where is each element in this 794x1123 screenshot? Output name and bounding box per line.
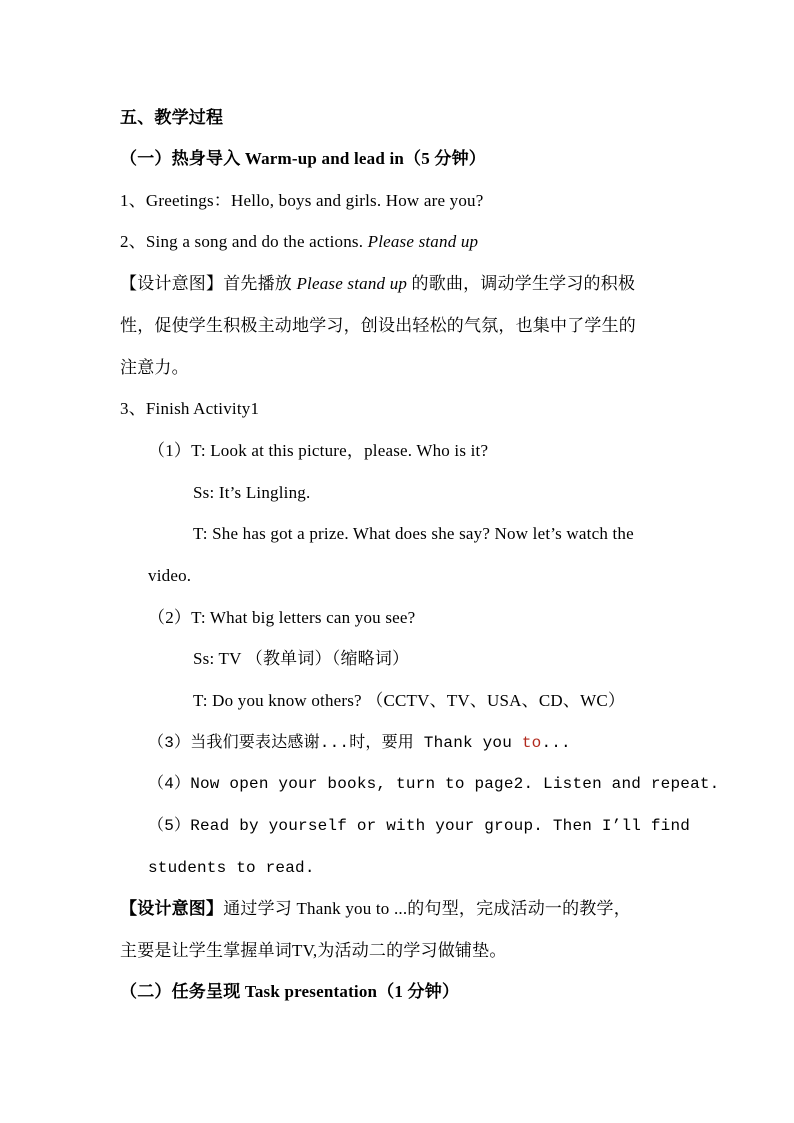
step2-answer: Ss: TV （教单词）（缩略词） [193,649,410,668]
part1-heading: （一）热身导入 Warm-up and lead in（5 分钟） [120,149,486,168]
design-intent-1-song: Please stand up [296,274,408,293]
item-greetings: 1、Greetings：Hello, boys and girls. How are you? [120,191,484,210]
item-sing-song-text: 2、Sing a song and do the actions. [120,232,368,251]
step3-to: to [521,734,542,752]
design-intent-1-line2: 性，促使学生积极主动地学习，创设出轻松的气氛，也集中了学生的 [120,316,636,335]
step4: （4）Now open your books, turn to page2. Listen and repeat. [148,775,720,793]
item-finish-activity: 3、Finish Activity1 [120,399,260,418]
section-title: 五、教学过程 [120,108,224,127]
design-intent-1 [120,272,635,296]
part2-heading: （二）任务呈现 Task presentation（1 分钟） [120,982,460,1001]
design-intent-2-label: 【设计意图】 [120,899,224,918]
item-sing-song [120,230,478,254]
step5-cont: students to read. [148,859,315,877]
step3-ellipsis: ... [541,734,571,752]
design-intent-1-text: 的歌曲，调动学生学习的积极 [407,274,636,293]
design-intent-2-line2: 主要是让学生掌握单词TV,为活动二的学习做铺垫。 [120,941,507,960]
design-intent-1-label: 【设计意图】首先播放 [120,274,297,293]
step1-question: （1）T: Look at this picture，please. Who is it? [148,441,489,460]
step1-teacher: T: She has got a prize. What does she say? Now let’s watch the [193,524,634,543]
step5: （5）Read by yourself or with your group. Then I’ll find [148,817,691,835]
step3-text: （3）当我们要表达感谢...时，要用 Thank you [148,734,522,752]
step2-teacher: T: Do you know others? （CCTV、TV、USA、CD、WC） [193,691,626,710]
step3 [148,731,571,755]
step1-answer: Ss: It’s Lingling. [193,483,311,502]
design-intent-2-text: 通过学习 Thank you to ...的句型，完成活动一的教学， [223,899,631,918]
step2-question: （2）T: What big letters can you see? [148,608,416,627]
step1-teacher-cont: video. [148,566,192,585]
design-intent-2 [120,897,631,921]
song-title: Please stand up [367,232,479,251]
design-intent-1-line3: 注意力。 [120,358,189,377]
